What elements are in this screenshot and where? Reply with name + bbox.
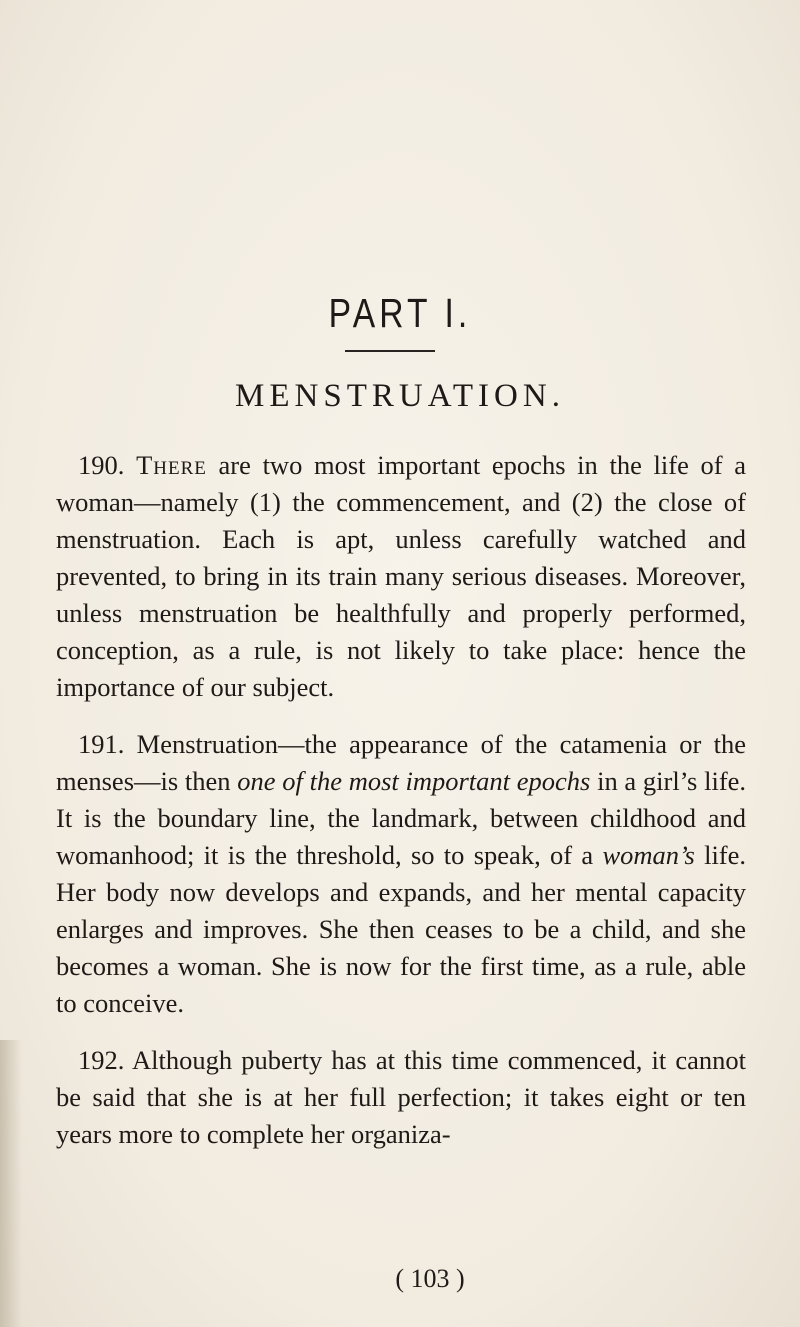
italic-phrase: woman’s <box>602 840 695 870</box>
italic-phrase: one of the most important epochs <box>237 766 591 796</box>
body-text <box>56 447 746 1153</box>
paragraph-text: Menstruation—the appearance of the catamenia or the menses—is then <box>56 729 747 796</box>
paragraph-number: 191. <box>78 729 125 759</box>
paragraph-191 <box>56 726 746 1022</box>
paragraph-192 <box>56 1042 746 1153</box>
chapter-heading: MENSTRUATION. <box>235 378 565 414</box>
paragraph-190 <box>56 447 746 706</box>
page-number: ( 103 ) <box>395 1264 465 1293</box>
paragraph-text: life. Her body now develops and expands, and her mental capacity enlarges and improves. She then ceases to be a child, and she becomes a woman. She is now for the first time, as a rule, able to conceive. <box>56 840 747 1018</box>
paragraph-number: 190. <box>78 450 125 480</box>
paragraph-text: are two most important epochs in the life of a woman—namely (1) the commencement, and (2) the close of menstruation. Each is apt, unless carefully watched and prevented, to bring in its train many serious diseases. Moreover, unless menstruation be healthfully and properly performed, conception, as a rule, is not likely to take place: hence the importance of our subject. <box>56 450 747 702</box>
paragraph-text: Although puberty has at this time commenced, it cannot be said that she is at her full perfection; it takes eight or ten years more to complete her organiza- <box>56 1045 746 1149</box>
part-heading: PART I. <box>328 290 472 336</box>
heading-divider <box>345 350 435 352</box>
paragraph-text: in a girl’s life. It is the boundary line, the landmark, between childhood and womanhood; it is the threshold, so to speak, of a <box>56 766 747 870</box>
paragraph-number: 192. <box>78 1045 125 1075</box>
paragraph-lead-word: There <box>136 450 207 480</box>
